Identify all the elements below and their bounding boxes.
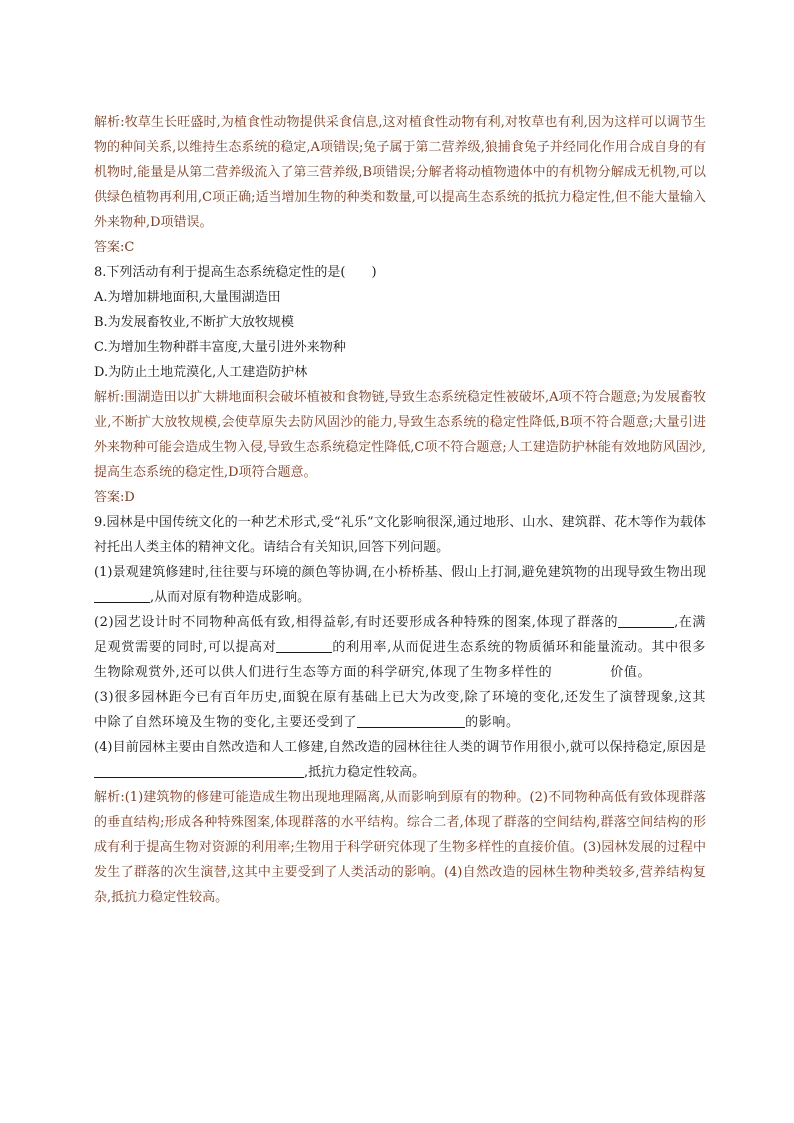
question-9-part-1 (94, 560, 706, 610)
analysis-question-7: 解析:牧草生长旺盛时,为植食性动物提供采食信息,这对植食性动物有利,对牧草也有利,因为这样可以调节生物的种间关系,以维持生态系统的稳定,A项错误;兔子属于第二营养级,狼捕食兔子并经同化作用合成自身的有机物时,能量是从第二营养级流入了第三营养级,B项错误;分解者将动植物遗体中的有机物分解成无机物,可以供绿色植物再利用,C项正确;适当增加生物的种类和数量,可以提高生态系统的抵抗力稳定性,但不能大量输入外来物种,D项错误。 (94, 115, 706, 230)
question-9-part-1-text-b: ,从而对原有物种造成影响。 (150, 590, 311, 605)
answer-blank-5[interactable] (357, 713, 465, 728)
question-9-part-2 (94, 610, 706, 685)
question-8-option-d: D.为防止土地荒漠化,人工建造防护林 (94, 365, 308, 380)
analysis-question-8: 解析:围湖造田以扩大耕地面积会破坏植被和食物链,导致生态系统稳定性被破坏,A项不符合题意;为发展畜牧业,不断扩大放牧规模,会使草原失去防风固沙的能力,导致生态系统的稳定性降低,B项不符合题意;大量引进外来物种可能会造成生物入侵,导致生态系统稳定性降低,C项不符合题意;人工建造防护林能有效地防风固沙,提高生态系统的稳定性,D项符合题意。 (94, 390, 706, 480)
question-8-option-a: A.为增加耕地面积,大量围湖造田 (94, 290, 281, 305)
question-9-part-4-text-a: (4)目前园林主要由自然改造和人工修建,自然改造的园林往往人类的调节作用很小,就可以保持稳定,原因是 (94, 740, 706, 755)
question-9-part-3-text-a: (3)很多园林距今已有百年历史,面貌在原有基础上已大为改变,除了环境的变化,还发生了演替现象,这其中除了自然环境及生物的变化,主要还受到了 (94, 690, 706, 730)
analysis-question-9: 解析:(1)建筑物的修建可能造成生物出现地理隔离,从而影响到原有的物种。(2)不同物种高低有致体现群落的垂直结构;形成各种特殊图案,体现群落的水平结构。综合二者,体现了群落的空间结构,群落空间结构的形成有利于提高生物对资源的利用率;生物用于科学研究体现了生物多样性的直接价值。(3)园林发展的过程中发生了群落的次生演替,这其中主要受到了人类活动的影响。(4)自然改造的园林生物种类较多,营养结构复杂,抵抗力稳定性较高。 (94, 790, 706, 905)
question-9-part-1-text-a: (1)景观建筑修建时,往往要与环境的颜色等协调,在小桥桥基、假山上打洞,避免建筑物的出现导致生物出现 (94, 565, 706, 580)
question-8-stem: 8.下列活动有利于提高生态系统稳定性的是( ) (94, 265, 377, 280)
question-9-part-3-text-b: 的影响。 (465, 715, 520, 730)
question-9-part-4-text-b: ,抵抗力稳定性较高。 (304, 765, 426, 780)
answer-blank-2[interactable] (618, 613, 674, 628)
question-9-stem: 9.园林是中国传统文化的一种艺术形式,受“礼乐”文化影响很深,通过地形、山水、建筑群、花木等作为载体衬托出人类主体的精神文化。请结合有关知识,回答下列问题。 (94, 515, 706, 555)
answer-blank-6[interactable] (94, 763, 304, 778)
question-9-part-2-text-d: 价值。 (610, 665, 652, 680)
answer-blank-3[interactable] (276, 638, 332, 653)
answer-blank-1[interactable] (94, 588, 150, 603)
question-8-option-c: C.为增加生物种群丰富度,大量引进外来物种 (94, 340, 346, 355)
answer-question-7: 答案:C (94, 240, 135, 255)
question-9-part-3 (94, 685, 706, 735)
question-9-part-2-text-a: (2)园艺设计时不同物种高低有致,相得益彰,有时还要形成各种特殊的图案,体现了群落的 (94, 615, 619, 630)
question-9-part-2-text-b: ,在满足观赏需要的同时,可以提高对 (94, 615, 706, 655)
question-9-part-4 (94, 735, 706, 785)
document-page (94, 110, 706, 910)
question-8-option-b: B.为发展畜牧业,不断扩大放牧规模 (94, 315, 294, 330)
answer-question-8: 答案:D (94, 490, 135, 505)
question-9-part-2-text-c: 的利用率,从而促进生态系统的物质循环和能量流动。其中很多生物除观赏外,还可以供人们进行生态等方面的科学研究,体现了生物多样性的 (94, 640, 706, 680)
